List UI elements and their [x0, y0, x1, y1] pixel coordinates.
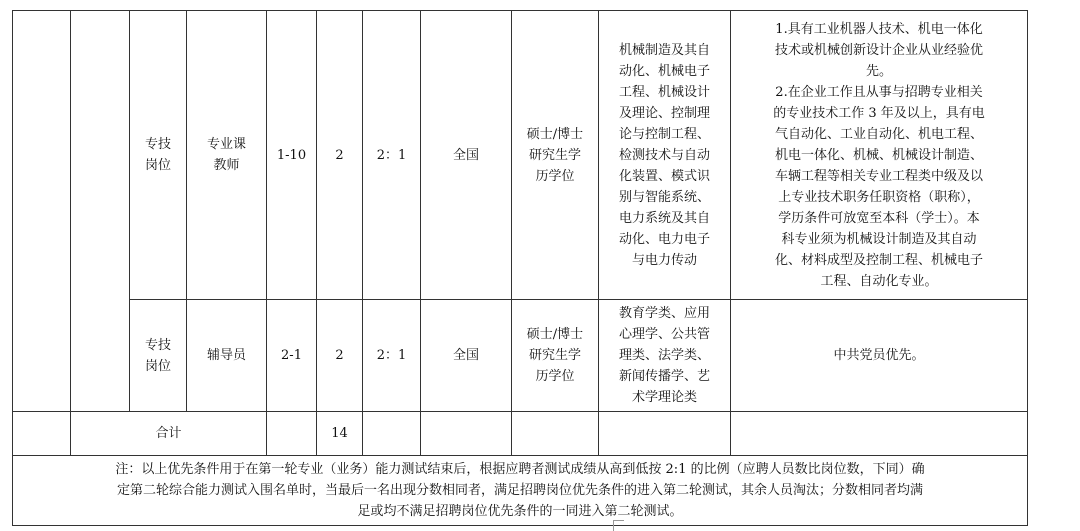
- position-category: 专技 岗位: [130, 11, 187, 300]
- blank-cell: [13, 412, 71, 456]
- total-count: 14: [317, 412, 363, 456]
- blank-cell: [71, 11, 130, 412]
- major-requirement: 教育学类、应用 心理学、公共管 理类、法学类、 新闻传播学、艺 术学理论类: [599, 300, 731, 412]
- education-requirement: 硕士/博士 研究生学 历学位: [512, 300, 599, 412]
- ratio: 2：1: [363, 11, 421, 300]
- footnote: 注：以上优先条件用于在第一轮专业（业务）能力测试结束后，根据应聘者测试成绩从高到低按 2:1 的比例（应聘人员数比岗位数，下同）确 定第二轮综合能力测试入围名单时，当最后一名出现分数相同者，满足招聘岗位优先条件的进入第二轮测试，其余人员淘汰；分数相同者均满 足或均不满足招聘岗位优先条件的一同进入第二轮测试。: [13, 456, 1028, 526]
- blank-cell: [421, 412, 512, 456]
- table-row: [13, 300, 1028, 412]
- blank-cell: [13, 11, 71, 412]
- recruit-scope: 全国: [421, 11, 512, 300]
- blank-cell: [599, 412, 731, 456]
- crop-mark: [613, 520, 624, 531]
- blank-cell: [267, 412, 317, 456]
- position-count: 2: [317, 300, 363, 412]
- education-requirement: 硕士/博士 研究生学 历学位: [512, 11, 599, 300]
- other-requirement: 中共党员优先。: [731, 300, 1028, 412]
- blank-cell: [512, 412, 599, 456]
- total-row: [13, 412, 1028, 456]
- blank-cell: [363, 412, 421, 456]
- other-requirement: 1.具有工业机器人技术、机电一体化 技术或机械创新设计企业从业经验优 先。 2.在企业工作且从事与招聘专业相关 的专业技术工作 3 年及以上，具有电 气自动化、工业自动化、机电工程、 机电一体化、机械、机械设计制造、 车辆工程等相关专业工程类中级及以 上专业技术职务任职资格（职称）， 学历条件可放宽至本科（学士）。本 科专业须为机械设计制造及其自动 化、材料成型及控制工程、机械电子 工程、自动化专业。: [731, 11, 1028, 300]
- recruit-scope: 全国: [421, 300, 512, 412]
- recruitment-table: [12, 10, 1028, 526]
- ratio: 2：1: [363, 300, 421, 412]
- position-name: 专业课 教师: [187, 11, 267, 300]
- total-label: 合计: [71, 412, 267, 456]
- position-name: 辅导员: [187, 300, 267, 412]
- table-row: [13, 11, 1028, 300]
- major-requirement: 机械制造及其自 动化、机械电子 工程、机械设计 及理论、控制理 论与控制工程、 检测技术与自动 化装置、模式识 别与智能系统、 电力系统及其自 动化、电力电子 与电力传动: [599, 11, 731, 300]
- position-level: 1-10: [267, 11, 317, 300]
- blank-cell: [731, 412, 1028, 456]
- position-count: 2: [317, 11, 363, 300]
- position-level: 2-1: [267, 300, 317, 412]
- position-category: 专技 岗位: [130, 300, 187, 412]
- note-row: [13, 456, 1028, 526]
